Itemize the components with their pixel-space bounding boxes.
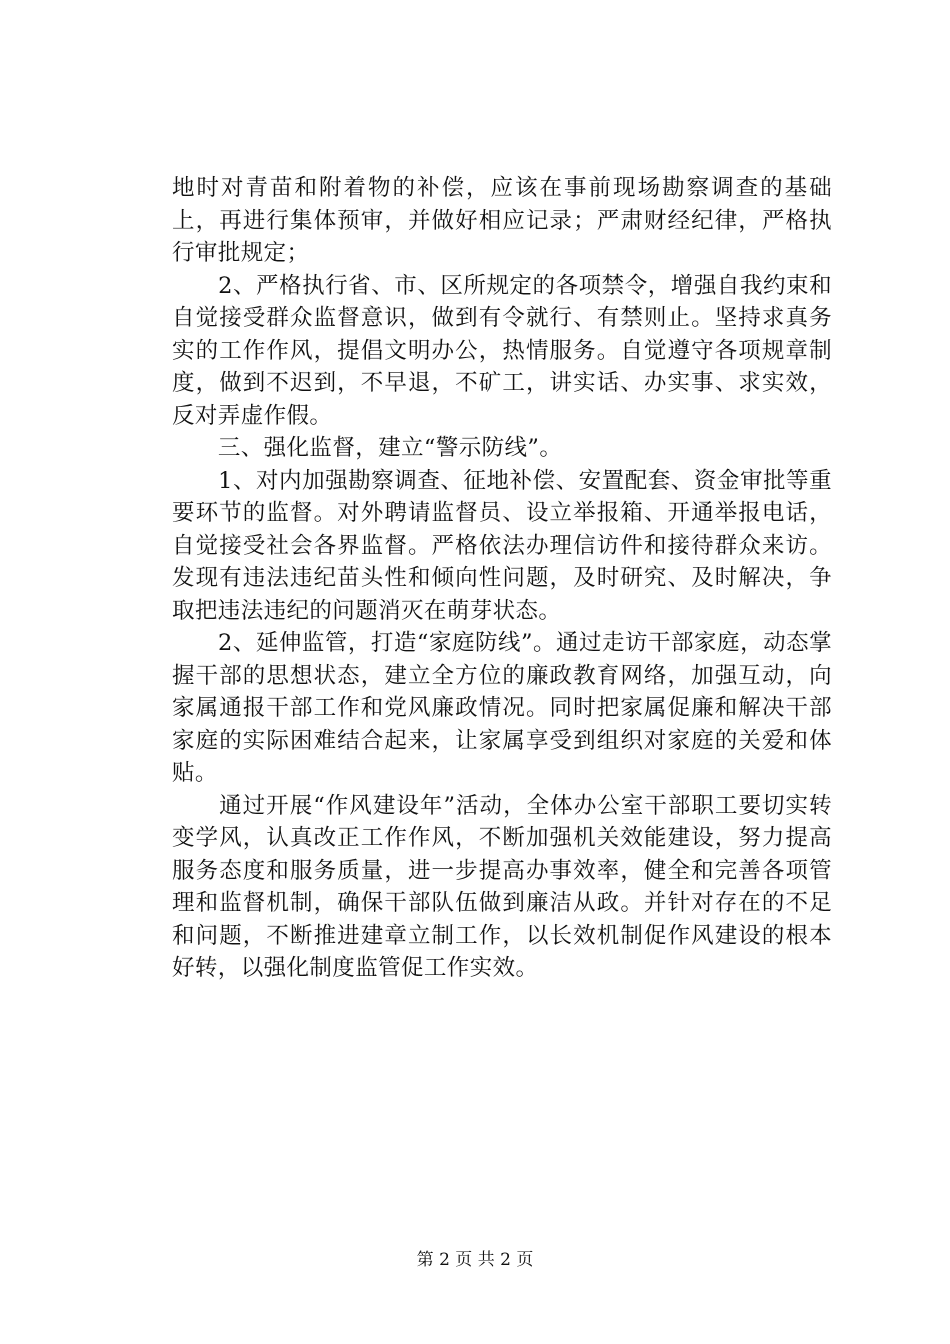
paragraph-text: 2、严格执行省、市、区所规定的各项禁令，增强自我约束和自觉接受群众监督意识，做到有令就行、有禁则止。坚持求真务实的工作作风，提倡文明办公，热情服务。自觉遵守各项规章制度，做到不迟到，不早退，不矿工，讲实话、办实事、求实效，反对弄虚作假。 — [172, 272, 832, 429]
paragraph-indent — [172, 468, 218, 494]
paragraph-1 — [172, 172, 832, 270]
paragraph-text: 2、延伸监管，打造“家庭防线”。通过走访干部家庭，动态掌握干部的思想状态，建立全方位的廉政教育网络，加强互动，向家属通报干部工作和党风廉政情况。同时把家属促廉和解决干部家庭的实际困难结合起来，让家属享受到组织对家庭的关爱和体贴。 — [172, 630, 832, 786]
page-footer — [0, 1245, 950, 1270]
paragraph-indent — [172, 435, 218, 461]
section-heading — [172, 432, 832, 465]
paragraph-text: 地时对青苗和附着物的补偿，应该在事前现场勘察调查的基础上，再进行集体预审，并做好相应记录；严肃财经纪律，严格执行审批规定； — [172, 175, 832, 266]
paragraph-text: 1、对内加强勘察调查、征地补偿、安置配套、资金审批等重要环节的监督。对外聘请监督员、设立举报箱、开通举报电话，自觉接受社会各界监督。严格依法办理信访件和接待群众来访。发现有违法违纪苗头性和倾向性问题，及时研究、及时解决，争取把违法违纪的问题消灭在萌芽状态。 — [172, 467, 832, 624]
paragraph-text: 通过开展“作风建设年”活动，全体办公室干部职工要切实转变学风，认真改正工作作风，不断加强机关效能建设，努力提高服务态度和服务质量，进一步提高办事效率，健全和完善各项管理和监督机制，确保干部队伍做到廉洁从政。并针对存在的不足和问题，不断推进建章立制工作，以长效机制促作风建设的根本好转，以强化制度监管促工作实效。 — [172, 792, 832, 981]
document-body — [172, 172, 832, 985]
paragraph-2 — [172, 270, 832, 433]
paragraph-3 — [172, 465, 832, 628]
paragraph-5 — [172, 790, 832, 985]
paragraph-4 — [172, 627, 832, 790]
paragraph-indent — [172, 273, 218, 299]
page-number-label: 第 2 页 共 2 页 — [416, 1250, 534, 1270]
paragraph-indent — [172, 793, 219, 819]
paragraph-indent — [172, 630, 218, 656]
section-heading-text: 三、强化监督，建立“警示防线”。 — [217, 435, 563, 461]
